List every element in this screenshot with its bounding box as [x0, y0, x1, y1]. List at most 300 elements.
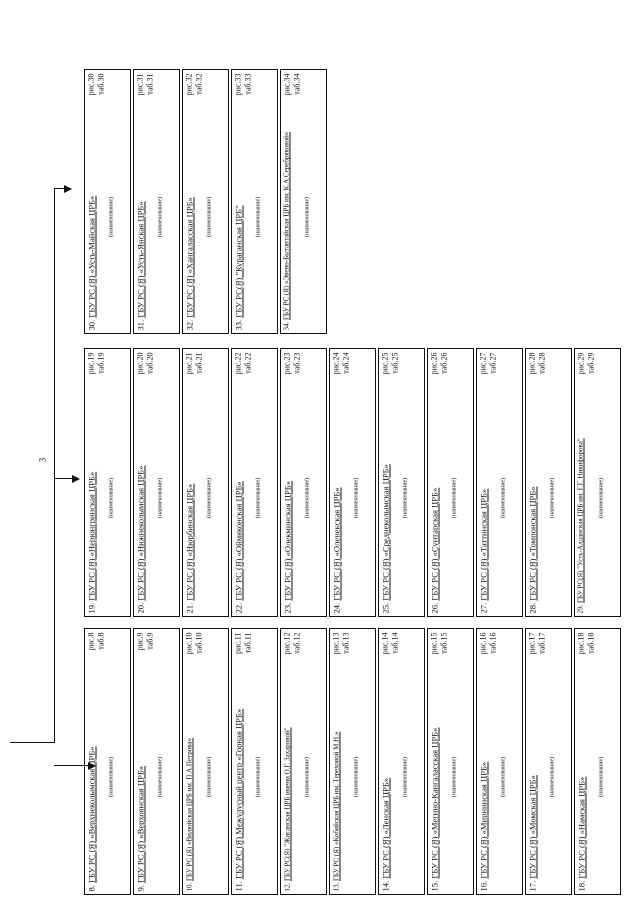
hospital-org: ГБУ РС (Я): [380, 836, 390, 879]
table-ref: таб.8: [96, 632, 105, 650]
hospital-number: 24.: [331, 600, 341, 613]
hospital-box-content: [182, 628, 229, 895]
hospital-box: [231, 69, 278, 334]
hospital-org: ГБУ РС(Я): [576, 569, 584, 603]
hospital-box-content: [182, 69, 229, 334]
hospital-number: 25.: [380, 600, 390, 613]
hospital-org: ГБУ РС(Я): [233, 277, 243, 318]
hospital-name: [331, 658, 342, 891]
hospital-box: [378, 348, 425, 617]
hospital-box: [329, 348, 376, 617]
figure-ref: рис.21: [184, 352, 193, 374]
connector-top-stub: [10, 742, 54, 743]
caption: (наименование): [255, 477, 261, 518]
hospital-org: ГБУ РС (Я): [380, 558, 390, 601]
hospital-row: [527, 352, 547, 613]
hospital-org: ГБУ РС (Я): [86, 275, 96, 318]
hospital-refs: [331, 352, 351, 378]
table-ref: таб.24: [341, 352, 350, 374]
hospital-name: [282, 658, 293, 891]
hospital-box-content: [329, 628, 376, 895]
caption: (наименование): [353, 477, 359, 518]
hospital-title: «Кобяйская ЦРБ им. Тереховой М.Н.»: [332, 731, 340, 847]
hospital-number: 12.: [283, 880, 291, 891]
table-ref: таб.9: [145, 632, 154, 650]
figure-ref: рис.19: [86, 352, 95, 374]
table-ref: таб.21: [194, 352, 203, 374]
hospital-org: ГБУ РС (Я): [527, 558, 537, 601]
hospital-title: «Верхнеколымская ЦРБ»: [86, 745, 96, 841]
table-ref: таб.10: [194, 632, 203, 654]
hospital-name: [429, 378, 440, 613]
figure-ref: рис.30: [86, 73, 95, 95]
hospital-number: 33.: [233, 317, 243, 330]
table-ref: таб.32: [194, 73, 203, 95]
hospital-row: [233, 73, 253, 330]
hospital-row: [527, 632, 547, 891]
hospital-box: [525, 628, 572, 895]
hospital-box-content: [574, 628, 621, 895]
figure-ref: рис.23: [282, 352, 291, 374]
figure-ref: рис.26: [429, 352, 438, 374]
hospital-box-content: [427, 348, 474, 617]
hospital-org: ГБУ РС (Я): [86, 558, 96, 601]
hospital-org: ГБУ РС (Я): [135, 840, 145, 883]
figure-ref: рис.10: [184, 632, 193, 654]
caption: (наименование): [500, 756, 506, 797]
hospital-refs: [429, 352, 449, 378]
figure-ref: рис.18: [576, 632, 585, 654]
figure-ref: рис.25: [380, 352, 389, 374]
hospital-org: ГБУ РС (Я): [185, 846, 193, 881]
hospital-title: «Верхоянская ЦРБ»: [135, 765, 145, 841]
hospital-box-content: [84, 348, 131, 617]
hospital-title: «Нижнеколымская ЦРБ»: [135, 465, 145, 559]
hospital-refs: [527, 352, 547, 378]
hospital-row: [184, 73, 204, 330]
hospital-row: [184, 352, 204, 613]
caption: (наименование): [451, 756, 457, 797]
table-ref: таб.13: [341, 632, 350, 654]
hospital-name: [86, 378, 97, 613]
hospital-box-content: [329, 348, 376, 617]
hospital-title: «Момская ЦРБ»: [527, 774, 537, 837]
hospital-number: 22.: [233, 600, 243, 613]
hospital-name: [380, 658, 391, 891]
figure-ref: рис.16: [478, 632, 487, 654]
caption: (наименование): [451, 477, 457, 518]
hospital-refs: [282, 73, 302, 99]
hospital-name: [282, 378, 293, 613]
figure-ref: рис.17: [527, 632, 536, 654]
hospital-refs: [184, 73, 204, 99]
hospital-title: «Мирнинская ЦРБ»: [478, 761, 488, 837]
hospital-org: ГБУ РС (Я): [282, 558, 292, 601]
hospital-number: 16.: [478, 878, 488, 891]
hospital-org: ГБУ РС (Я): [86, 840, 96, 883]
hospital-number: 21.: [184, 600, 194, 613]
hospital-box-content: [427, 628, 474, 895]
hospital-row: [135, 73, 155, 330]
hospital-box-content: [231, 69, 278, 334]
table-ref: таб.25: [390, 352, 399, 374]
hospital-refs: [184, 632, 204, 658]
hospital-refs: [233, 73, 253, 99]
hospital-row: [233, 352, 253, 613]
figure-ref: рис.11: [233, 632, 242, 654]
hospital-box: [525, 348, 572, 617]
hospital-row: [282, 73, 302, 330]
figure-ref: рис.8: [86, 632, 95, 650]
hospital-number: 11.: [233, 878, 243, 891]
hospital-name: [380, 378, 391, 613]
hospital-row: [86, 632, 106, 891]
hospital-name: [86, 99, 97, 330]
hospital-refs: [478, 632, 498, 658]
hospital-refs: [86, 352, 106, 378]
hospital-box: [133, 628, 180, 895]
table-ref: таб.23: [292, 352, 301, 374]
hospital-org: ГБУ РС (Я): [576, 836, 586, 879]
hospital-box: [133, 348, 180, 617]
figure-ref: рис.28: [527, 352, 536, 374]
hospital-org: ГБУ РС (Я): [184, 275, 194, 318]
hospital-box-content: [525, 348, 572, 617]
figure-ref: рис.24: [331, 352, 340, 374]
caption: (наименование): [206, 196, 212, 237]
table-ref: таб.17: [537, 632, 546, 654]
hospital-refs: [233, 352, 253, 378]
hospital-number: 30.: [86, 317, 96, 330]
hospital-org: ГБУ РС (Я): [527, 836, 537, 879]
connector-label: 3: [37, 457, 48, 463]
hospital-box-content: [280, 628, 327, 895]
hospital-title: «Нерюнгринская ЦРБ»: [86, 471, 96, 559]
hospital-title: «Ленская ЦРБ»: [380, 777, 390, 837]
figure-ref: рис.20: [135, 352, 144, 374]
hospital-number: 26.: [429, 600, 439, 613]
hospital-row: [576, 632, 596, 891]
hospital-org: ГБУ РС (Я): [282, 285, 290, 320]
hospital-number: 15.: [429, 878, 439, 891]
hospital-title: «Вилюйская ЦРБ им. П.А.Петрова»: [185, 737, 193, 847]
hospital-org: ГБУ РС (Я): [478, 558, 488, 601]
hospital-name: [233, 658, 244, 891]
hospital-title: «Оймяконская ЦРБ»: [233, 480, 243, 559]
hospital-title: «Эвено-Бытантайская ЦРБ им. К.А.Серебряковой»: [282, 131, 290, 286]
caption: (наименование): [255, 196, 261, 237]
figure-ref: рис.12: [282, 632, 291, 654]
hospital-title: "Жиганская ЦРБ имени О.Г. Захаровой": [283, 726, 291, 848]
hospital-box-content: [182, 348, 229, 617]
hospital-name: [86, 654, 97, 891]
hospital-row: [380, 352, 400, 613]
hospital-org: ГБУ РС (Я): [184, 558, 194, 601]
hospital-number: 13.: [332, 880, 340, 891]
caption: (наименование): [549, 477, 555, 518]
hospital-box-content: [525, 628, 572, 895]
caption: (наименование): [304, 477, 310, 518]
hospital-box: [329, 628, 376, 895]
table-ref: таб.26: [439, 352, 448, 374]
hospital-title: Межулусный центр «Горная ЦРБ»: [233, 708, 243, 837]
table-ref: таб.33: [243, 73, 252, 95]
hospital-title: «Среднеколымская ЦРБ»: [380, 463, 390, 559]
caption: (наименование): [108, 196, 114, 237]
hospital-title: «Мегино-Кангаласская ЦРБ»: [429, 727, 439, 837]
hospital-name: [282, 99, 291, 330]
hospital-row: [478, 352, 498, 613]
hospital-row: [331, 352, 351, 613]
hospital-box-content: [133, 348, 180, 617]
hospital-number: 23.: [282, 600, 292, 613]
hospital-row: [86, 73, 106, 330]
table-ref: таб.34: [292, 73, 301, 95]
hospital-number: 17.: [527, 878, 537, 891]
hospital-name: [478, 658, 489, 891]
hospital-row: [86, 352, 106, 613]
hospital-name: [429, 658, 440, 891]
hospital-box-content: [231, 348, 278, 617]
hospital-title: «Намская ЦРБ»: [576, 776, 586, 837]
hospital-title: «Нюрбинская ЦРБ»: [184, 483, 194, 559]
hospital-row: [233, 632, 253, 891]
hospital-refs: [135, 352, 155, 378]
figure-ref: рис.27: [478, 352, 487, 374]
hospital-name: [527, 378, 538, 613]
caption: (наименование): [157, 196, 163, 237]
hospital-number: 27.: [478, 600, 488, 613]
hospital-box: [182, 69, 229, 334]
hospital-row: [576, 352, 596, 613]
hospital-row: [380, 632, 400, 891]
hospital-refs: [576, 632, 596, 658]
table-ref: таб.12: [292, 632, 301, 654]
hospital-name: [184, 99, 195, 330]
hospital-box-content: [133, 628, 180, 895]
hospital-refs: [282, 352, 302, 378]
hospital-row: [135, 632, 155, 891]
hospital-refs: [576, 352, 596, 378]
connector-spine: [54, 189, 55, 743]
hospital-box: [231, 348, 278, 617]
hospital-name: [184, 378, 195, 613]
table-ref: таб.27: [488, 352, 497, 374]
caption: (наименование): [108, 756, 114, 797]
hospital-box-content: [476, 628, 523, 895]
hospital-number: 18.: [576, 878, 586, 891]
hospital-title: «Олекминская ЦРБ»: [282, 480, 292, 559]
hospital-box-content: [133, 69, 180, 334]
hospital-box: [231, 628, 278, 895]
hospital-box: [84, 69, 131, 334]
hospital-number: 9.: [135, 882, 145, 891]
caption: (наименование): [304, 196, 310, 237]
hospital-box: [182, 628, 229, 895]
hospital-row: [282, 632, 302, 891]
hospital-refs: [86, 73, 106, 99]
table-ref: таб.20: [145, 352, 154, 374]
figure-ref: рис.22: [233, 352, 242, 374]
hospital-box: [280, 628, 327, 895]
hospital-refs: [135, 73, 155, 99]
hospital-row: [184, 632, 204, 891]
table-ref: таб.31: [145, 73, 154, 95]
hospital-title: «Сунтарская ЦРБ»: [429, 487, 439, 559]
hospital-org: ГБУ РС (Я): [135, 558, 145, 601]
hospital-name: [184, 658, 195, 891]
hospital-box: [476, 628, 523, 895]
hospital-org: ГБУ РС (Я): [478, 836, 488, 879]
caption: (наименование): [402, 477, 408, 518]
hospital-box: [182, 348, 229, 617]
hospital-org: ГБУ РС (Я): [135, 275, 145, 318]
hospital-number: 10.: [185, 880, 193, 891]
hospital-name: [331, 378, 342, 613]
caption: (наименование): [206, 756, 212, 797]
hospital-box: [84, 348, 131, 617]
table-ref: таб.22: [243, 352, 252, 374]
hospital-title: «Таттинская ЦРБ»: [478, 488, 488, 559]
hospital-name: [233, 378, 244, 613]
caption: (наименование): [255, 756, 261, 797]
figure-ref: рис.29: [576, 352, 585, 374]
caption: (наименование): [598, 477, 604, 518]
hospital-number: 34.: [282, 319, 290, 330]
hospital-row: [478, 632, 498, 891]
hospital-box: [574, 628, 621, 895]
hospital-box-content: [280, 69, 327, 334]
hospital-title: «Хангаласская ЦРБ»: [184, 196, 194, 276]
figure-ref: рис.31: [135, 73, 144, 95]
hospital-box-content: [574, 348, 621, 617]
hospital-org: ГБУ РС (Я): [429, 558, 439, 601]
table-ref: таб.28: [537, 352, 546, 374]
table-ref: таб.16: [488, 632, 497, 654]
hospital-refs: [184, 352, 204, 378]
hospital-row: [429, 632, 449, 891]
hospital-name: [135, 378, 146, 613]
hospital-box-content: [280, 348, 327, 617]
caption: (наименование): [500, 477, 506, 518]
hospital-box: [476, 348, 523, 617]
hospital-row: [331, 632, 351, 891]
hospital-title: «Оленекская ЦРБ»: [331, 486, 341, 559]
hospital-org: ГБУ РС (Я): [233, 558, 243, 601]
hospital-box: [133, 69, 180, 334]
hospital-row: [429, 352, 449, 613]
hospital-title: «Томпонская ЦРБ»: [527, 485, 537, 559]
caption: (наименование): [598, 756, 604, 797]
figure-ref: рис.32: [184, 73, 193, 95]
hospital-name: [233, 99, 244, 330]
hospital-refs: [331, 632, 351, 658]
hospital-box-content: [378, 628, 425, 895]
hospital-box-content: [84, 69, 131, 334]
hospital-org: ГБУ РС (Я): [233, 836, 243, 879]
hospital-number: 32.: [184, 317, 194, 330]
table-ref: таб.11: [243, 632, 252, 653]
hospital-number: 19.: [86, 600, 96, 613]
hospital-refs: [478, 352, 498, 378]
hospital-refs: [135, 632, 155, 654]
hospital-box: [280, 69, 327, 334]
table-ref: таб.19: [96, 352, 105, 374]
hospital-refs: [233, 632, 253, 658]
arrow-head-3: [64, 185, 72, 193]
caption: (наименование): [108, 477, 114, 518]
hospital-box: [574, 348, 621, 617]
caption: (наименование): [549, 756, 555, 797]
hospital-refs: [429, 632, 449, 658]
caption: (наименование): [157, 756, 163, 797]
figure-ref: рис.14: [380, 632, 389, 654]
hospital-box-content: [84, 628, 131, 895]
hospital-row: [282, 352, 302, 613]
hospital-box-content: [231, 628, 278, 895]
hospital-refs: [282, 632, 302, 658]
hospital-number: 8.: [86, 882, 96, 891]
figure-ref: рис.34: [282, 73, 291, 95]
hospital-refs: [380, 632, 400, 658]
hospital-title: "Усть-Алданская ЦРБ им. Г.Г. Никифорова": [576, 437, 584, 570]
caption: (наименование): [157, 477, 163, 518]
hospital-org: ГБУ РС (Я): [332, 846, 340, 881]
table-ref: таб.18: [586, 632, 595, 654]
caption: (наименование): [353, 756, 359, 797]
table-ref: таб.15: [439, 632, 448, 654]
hospital-number: 28.: [527, 600, 537, 613]
hospital-name: [576, 378, 585, 613]
hospital-org: ГБУ РС(Я): [283, 847, 291, 881]
hospital-number: 31.: [135, 317, 145, 330]
hospital-org: ГБУ РС (Я): [429, 836, 439, 879]
hospital-refs: [527, 632, 547, 658]
hospital-number: 20.: [135, 600, 145, 613]
hospital-org: ГБУ РС (Я): [331, 558, 341, 601]
table-ref: таб.29: [586, 352, 595, 374]
figure-ref: рис.9: [135, 632, 144, 650]
hospital-box-content: [476, 348, 523, 617]
table-ref: таб.14: [390, 632, 399, 654]
figure-ref: рис.13: [331, 632, 340, 654]
figure-ref: рис.15: [429, 632, 438, 654]
hospital-name: [576, 658, 587, 891]
hospital-refs: [380, 352, 400, 378]
caption: (наименование): [402, 756, 408, 797]
hospital-number: 14.: [380, 878, 390, 891]
hospital-box-content: [378, 348, 425, 617]
hospital-title: «Усть-Майская ЦРБ»: [86, 195, 96, 276]
hospital-row: [135, 352, 155, 613]
hospital-name: [478, 378, 489, 613]
hospital-box: [84, 628, 131, 895]
hospital-box: [378, 628, 425, 895]
hospital-title: "Кураганская ЦРБ": [233, 204, 243, 278]
caption: (наименование): [206, 477, 212, 518]
hospital-name: [135, 99, 146, 330]
hospital-title: «Усть-Янская ЦРБ»: [135, 200, 145, 276]
hospital-refs: [86, 632, 106, 654]
caption: (наименование): [304, 756, 310, 797]
hospital-number: 29.: [576, 602, 584, 613]
hospital-name: [135, 654, 146, 891]
hospital-name: [527, 658, 538, 891]
hospital-box: [280, 348, 327, 617]
table-ref: таб.30: [96, 73, 105, 95]
arrow-head-2: [72, 475, 80, 483]
hospital-box: [427, 628, 474, 895]
